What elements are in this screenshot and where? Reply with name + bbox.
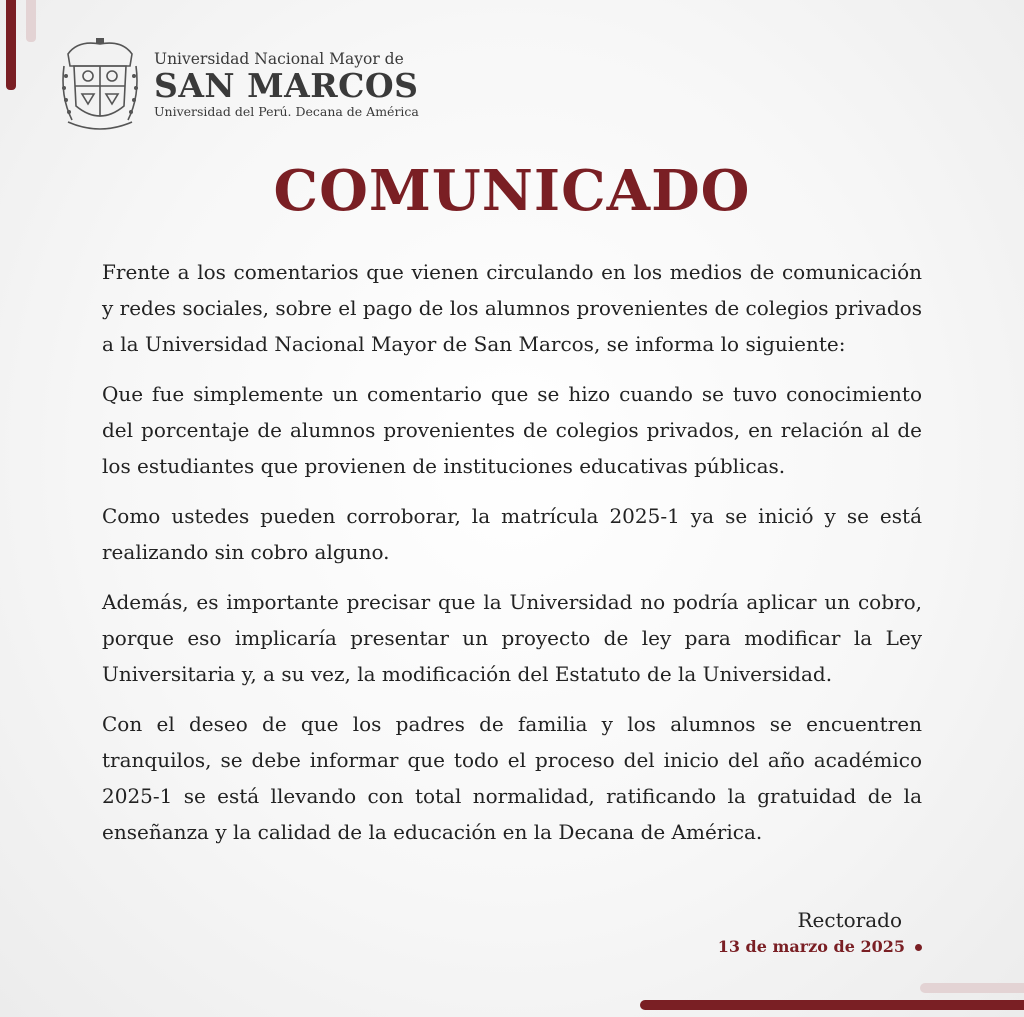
decorative-bar-left-light bbox=[26, 0, 36, 42]
signature-name: Rectorado bbox=[797, 908, 902, 932]
brand-text bbox=[154, 50, 419, 120]
brand-san-marcos: SAN MARCOS bbox=[154, 66, 419, 105]
brand-university-name: Universidad Nacional Mayor de bbox=[154, 50, 404, 68]
paragraph-1: Frente a los comentarios que vienen circulando en los medios de comunicación y redes sociales, sobre el pago de los alumnos provenientes de colegios privados a la Universidad Nacional Mayor de San Marcos, se informa lo siguiente: bbox=[102, 260, 922, 356]
communique-body bbox=[102, 254, 922, 864]
signature-date-row bbox=[718, 935, 922, 959]
page-title: COMUNICADO bbox=[273, 158, 751, 224]
paragraph-3: Como ustedes pueden corroborar, la matrícula 2025-1 ya se inició y se está realizando sin cobro alguno. bbox=[102, 504, 922, 564]
decorative-bar-bottom-light bbox=[920, 983, 1024, 993]
university-seal-icon bbox=[58, 36, 142, 134]
brand-tagline: Universidad del Perú. Decana de América bbox=[154, 104, 419, 119]
signature-date: 13 de marzo de 2025 bbox=[717, 937, 905, 956]
decorative-bar-left-dark bbox=[6, 0, 16, 90]
paragraph-2: Que fue simplemente un comentario que se hizo cuando se tuvo conocimiento del porcentaje de alumnos provenientes de colegios privados, en relación al de los estudiantes que provienen de instituciones educativas públicas. bbox=[102, 382, 922, 478]
signature-block bbox=[718, 905, 922, 959]
decorative-bar-bottom-dark bbox=[640, 1000, 1024, 1010]
header bbox=[58, 36, 419, 134]
bullet-dot-icon bbox=[915, 944, 922, 951]
paragraph-5: Con el deseo de que los padres de familia y los alumnos se encuentren tranquilos, se debe informar que todo el proceso del inicio del año académico 2025-1 se está llevando con total normalidad, ratificando la gratuidad de la enseñanza y la calidad de la educación en la Decana de América. bbox=[102, 712, 922, 844]
paragraph-4: Además, es importante precisar que la Universidad no podría aplicar un cobro, porque eso implicaría presentar un proyecto de ley para modificar la Ley Universitaria y, a su vez, la modificación del Estatuto de la Universidad. bbox=[102, 590, 922, 686]
